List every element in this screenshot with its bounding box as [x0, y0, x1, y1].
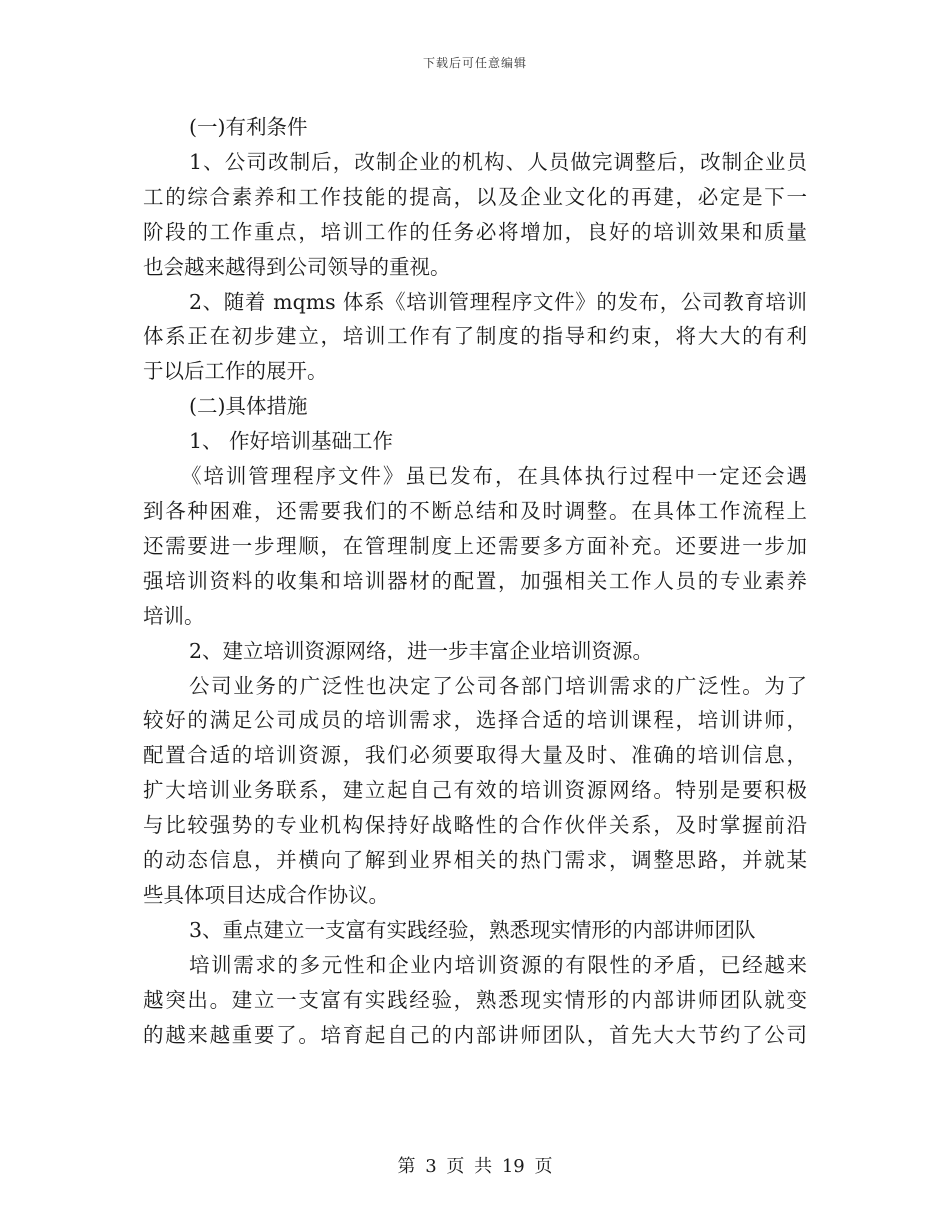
page-footer: 第 3 页 共 19 页 [397, 1156, 553, 1177]
paragraph-line: 《培训管理程序文件》虽已发布，在具体执行过程中一定还会遇 [181, 464, 807, 489]
paragraph-line: 配置合适的培训资源，我们必须要取得大量及时、准确的培训信息， [143, 743, 807, 768]
paragraph-line: 与比较强势的专业机构保持好战略性的合作伙伴关系，及时掌握前沿 [143, 813, 807, 838]
header-note: 下载后可任意编辑 [422, 56, 527, 70]
paragraph-line: 1、公司改制后，改制企业的机构、人员做完调整后，改制企业员 [189, 149, 807, 174]
paragraph-line: 也会越来越得到公司领导的重视。 [143, 254, 451, 279]
paragraph-line: 于以后工作的展开。 [143, 359, 328, 384]
section-heading: (一)有利条件 [189, 115, 308, 139]
paragraph-line: 较好的满足公司成员的培训需求，选择合适的培训课程，培训讲师， [143, 708, 807, 733]
paragraph-line: 些具体项目达成合作协议。 [143, 882, 389, 907]
paragraph-line: 培训。 [143, 603, 205, 628]
paragraph-line: 工的综合素养和工作技能的提高，以及企业文化的再建，必定是下一 [143, 184, 807, 209]
subsection-heading: 1、 作好培训基础工作 [189, 429, 394, 454]
subsection-heading: 2、建立培训资源网络，进一步丰富企业培训资源。 [189, 638, 654, 663]
paragraph-line: 强培训资料的收集和培训器材的配置，加强相关工作人员的专业素养 [143, 568, 807, 593]
paragraph-line: 阶段的工作重点，培训工作的任务必将增加，良好的培训效果和质量 [143, 219, 807, 244]
subsection-heading: 3、重点建立一支富有实践经验，熟悉现实情形的内部讲师团队 [189, 917, 756, 942]
paragraph-line: 培训需求的多元性和企业内培训资源的有限性的矛盾，已经越来 [189, 952, 807, 977]
document-body [143, 110, 807, 1052]
paragraph-line: 到各种困难，还需要我们的不断总结和及时调整。在具体工作流程上 [143, 498, 807, 523]
paragraph-line: 公司业务的广泛性也决定了公司各部门培训需求的广泛性。为了 [189, 673, 807, 698]
paragraph-line: 的动态信息，并横向了解到业界相关的热门需求，调整思路，并就某 [143, 848, 807, 873]
paragraph-line: 扩大培训业务联系，建立起自己有效的培训资源网络。特别是要积极 [143, 778, 807, 803]
paragraph-line: 2、随着 mqms 体系《培训管理程序文件》的发布，公司教育培训 [189, 289, 807, 314]
paragraph-line: 体系正在初步建立，培训工作有了制度的指导和约束，将大大的有利 [143, 324, 807, 349]
section-heading: (二)具体措施 [189, 394, 308, 419]
paragraph-line: 还需要进一步理顺，在管理制度上还需要多方面补充。还要进一步加 [143, 533, 807, 558]
paragraph-line: 的越来越重要了。培育起自己的内部讲师团队，首先大大节约了公司 [143, 1022, 807, 1047]
paragraph-line: 越突出。建立一支富有实践经验，熟悉现实情形的内部讲师团队就变 [143, 987, 807, 1012]
